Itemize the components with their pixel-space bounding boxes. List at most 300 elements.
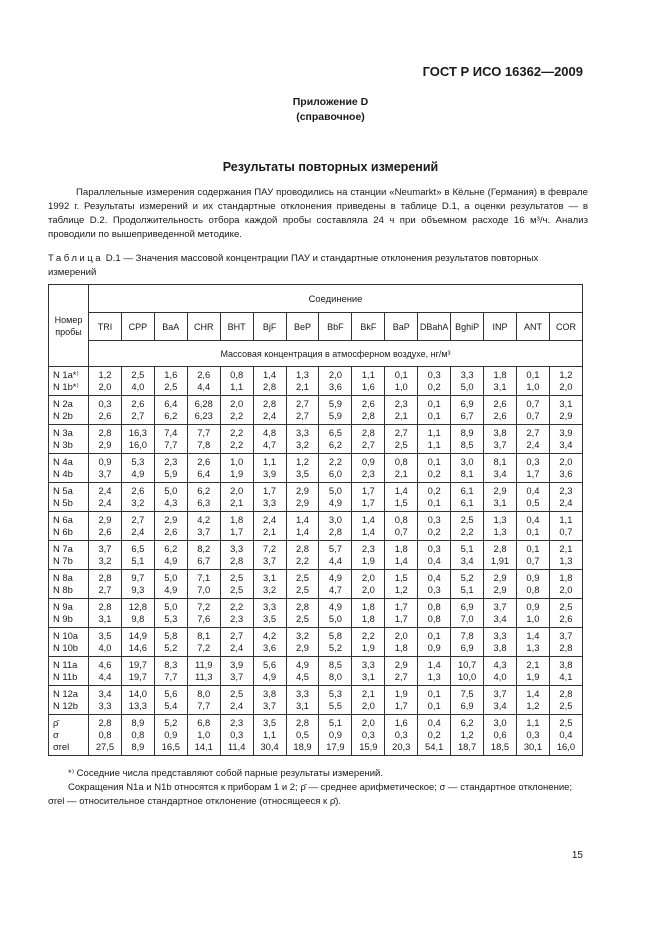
value: 2,8: [263, 381, 277, 392]
value: 2,5: [559, 700, 573, 711]
value-cell: [516, 425, 549, 454]
row-label-line: N 12b: [53, 700, 79, 711]
value-cell: [385, 628, 418, 657]
value: 2,2: [361, 630, 375, 641]
value: 1,0: [394, 381, 408, 392]
value-cell: [253, 628, 286, 657]
value: 6,0: [328, 468, 342, 479]
value-cell: [385, 570, 418, 599]
value: 1,9: [526, 671, 540, 682]
row-label-line: N 2b: [53, 410, 73, 421]
value: 2,4: [131, 526, 145, 537]
value: 2,7: [131, 514, 145, 525]
value: 0,4: [427, 717, 441, 728]
value: 3,3: [98, 700, 112, 711]
value: 3,7: [98, 468, 112, 479]
value-cell: [187, 628, 220, 657]
row-label-line: N 5b: [53, 497, 73, 508]
value-cell: [220, 541, 253, 570]
value: 2,9: [295, 497, 310, 508]
row-label-line: N 2a: [53, 398, 73, 409]
value-cell: [319, 628, 352, 657]
row-label-line: N 9a: [53, 601, 73, 612]
value: 0,9: [526, 601, 540, 612]
value: 1,3: [559, 555, 573, 566]
value-cell: [253, 512, 286, 541]
value-cell: [286, 512, 319, 541]
value: 2,2: [230, 410, 244, 421]
row-label: [49, 396, 89, 425]
value-cell: [484, 541, 517, 570]
value: 0,4: [526, 485, 540, 496]
value: 18,7: [457, 741, 477, 752]
row-label: [49, 570, 89, 599]
value: 1,8: [559, 572, 573, 583]
value: 1,6: [361, 381, 375, 392]
value: 2,0: [361, 572, 375, 583]
value: 7,2: [197, 642, 211, 653]
value: 6,2: [328, 439, 342, 450]
value: 8,1: [493, 456, 507, 467]
value-cell: [385, 686, 418, 715]
value-cell: [319, 570, 352, 599]
value-cell: [187, 367, 220, 396]
value: 0,1: [427, 497, 441, 508]
row-label-line: N 8b: [53, 584, 73, 595]
value: 18,9: [293, 741, 312, 752]
value-cell: [253, 367, 286, 396]
value: 17,9: [326, 741, 345, 752]
row-label-line: σ: [53, 729, 59, 740]
value: 2,6: [131, 485, 145, 496]
value: 2,5: [230, 572, 244, 583]
value: 0,9: [328, 729, 342, 740]
value-cell: [516, 512, 549, 541]
value: 5,6: [164, 688, 178, 699]
value: 2,2: [328, 456, 342, 467]
row-label-line: N 6a: [53, 514, 73, 525]
value: 6,2: [164, 410, 178, 421]
value: 13,3: [128, 700, 147, 711]
value: 0,2: [427, 381, 441, 392]
row-label: [49, 512, 89, 541]
value: 6,4: [164, 398, 178, 409]
value: 4,9: [328, 601, 342, 612]
value-cell: [418, 715, 451, 756]
value: 4,6: [98, 659, 112, 670]
value-cell: [286, 599, 319, 628]
value: 7,8: [197, 439, 211, 450]
value: 2,3: [559, 485, 573, 496]
table-row: [49, 541, 583, 570]
value: 2,1: [263, 526, 277, 537]
value: 1,1: [559, 514, 573, 525]
value-cell: [516, 367, 549, 396]
value-cell: [516, 396, 549, 425]
value-cell: [352, 657, 385, 686]
value: 2,3: [164, 456, 178, 467]
value: 0,1: [526, 369, 540, 380]
value: 1,0: [526, 381, 540, 392]
value-cell: [352, 599, 385, 628]
value: 3,8: [263, 688, 277, 699]
row-label-line: ρ̄: [53, 717, 59, 728]
value: 11,9: [194, 659, 213, 670]
value-cell: [352, 512, 385, 541]
value-cell: [385, 425, 418, 454]
row-label-line: N 6b: [53, 526, 73, 537]
value: 0,8: [427, 613, 441, 624]
row-label-line: N 10b: [53, 642, 79, 653]
table-row: [49, 512, 583, 541]
value: 3,0: [460, 456, 474, 467]
value-cell: [352, 686, 385, 715]
value-cell: [418, 483, 451, 512]
value-cell: [187, 657, 220, 686]
value: 14,1: [194, 741, 213, 752]
value: 0,1: [427, 398, 441, 409]
value: 0,1: [427, 630, 441, 641]
value-cell: [549, 715, 582, 756]
value: 2,4: [230, 642, 244, 653]
stats-row: [49, 715, 583, 756]
value: 7,8: [460, 630, 474, 641]
value-cell: [549, 599, 582, 628]
value-cell: [286, 483, 319, 512]
value: 4,7: [328, 584, 342, 595]
value: 2,8: [98, 427, 112, 438]
value: 3,7: [197, 526, 211, 537]
value: 4,2: [263, 630, 277, 641]
value: 5,1: [328, 717, 342, 728]
value: 4,9: [164, 555, 178, 566]
value-cell: [187, 570, 220, 599]
value: 1,8: [394, 543, 408, 554]
caption-word: Таблица: [48, 253, 104, 264]
value: 2,1: [295, 381, 310, 392]
value: 4,9: [295, 659, 310, 670]
value-cell: [154, 541, 187, 570]
value: 3,8: [493, 427, 507, 438]
annex-heading: [0, 95, 661, 125]
row-label-line: N 7a: [53, 543, 73, 554]
value: 3,9: [230, 659, 244, 670]
value-cell: [220, 599, 253, 628]
value-cell: [484, 483, 517, 512]
value-cell: [319, 396, 352, 425]
value-cell: [154, 483, 187, 512]
row-label-line: σrel: [53, 741, 70, 752]
value: 2,0: [559, 584, 573, 595]
value-cell: [451, 425, 484, 454]
value: 2,6: [361, 398, 375, 409]
value: 3,4: [493, 700, 507, 711]
value-cell: [385, 541, 418, 570]
annex-subtitle: (справочное): [296, 111, 365, 123]
value: 1,2: [559, 369, 573, 380]
column-header-row: [49, 313, 583, 341]
value-cell: [484, 715, 517, 756]
value-cell: [220, 657, 253, 686]
value-cell: [253, 425, 286, 454]
table-row: [49, 686, 583, 715]
value: 3,1: [493, 497, 507, 508]
value: 0,3: [427, 514, 441, 525]
row-label: [49, 628, 89, 657]
value-cell: [319, 425, 352, 454]
row-label: [49, 657, 89, 686]
value-cell: [286, 367, 319, 396]
value-cell: [253, 715, 286, 756]
value: 0,1: [526, 543, 540, 554]
column-header: BbF: [319, 313, 352, 341]
value: 5,3: [131, 456, 145, 467]
value-cell: [319, 599, 352, 628]
value: 1,4: [295, 514, 310, 525]
value: 2,0: [230, 398, 244, 409]
value-cell: [516, 454, 549, 483]
value: 1,8: [361, 601, 375, 612]
value: 1,4: [394, 555, 408, 566]
value: 3,2: [263, 584, 277, 595]
value-cell: [220, 454, 253, 483]
value-cell: [418, 367, 451, 396]
value-cell: [516, 570, 549, 599]
value-cell: [319, 454, 352, 483]
value-cell: [484, 367, 517, 396]
value: 0,9: [526, 572, 540, 583]
row-label-line: N 3b: [53, 439, 73, 450]
value: 10,0: [457, 671, 477, 682]
value: 3,5: [263, 717, 277, 728]
value: 1,0: [526, 613, 540, 624]
value: 2,9: [493, 572, 507, 583]
value-cell: [121, 454, 154, 483]
value: 2,2: [230, 427, 244, 438]
column-header: TRI: [89, 313, 122, 341]
value: 6,2: [164, 543, 178, 554]
annex-title: Приложение D: [292, 96, 369, 108]
value: 30,1: [523, 741, 543, 752]
caption-text: D.1 — Значения массовой концентрации ПАУ и стандартные отклонения результатов повторных измерений: [48, 253, 539, 278]
value: 6,9: [460, 398, 474, 409]
row-label-line: N 10a: [53, 630, 79, 641]
value: 18,5: [490, 741, 510, 752]
value: 2,8: [98, 717, 112, 728]
value: 6,23: [194, 410, 213, 421]
value: 5,8: [164, 630, 178, 641]
value: 2,4: [263, 410, 277, 421]
value: 9,7: [131, 572, 145, 583]
value: 2,5: [559, 601, 573, 612]
value: 2,2: [230, 601, 244, 612]
value: 4,9: [164, 584, 178, 595]
value: 54,1: [425, 741, 444, 752]
value: 2,1: [361, 688, 375, 699]
value: 0,2: [427, 729, 441, 740]
value-cell: [484, 425, 517, 454]
value: 8,3: [164, 659, 178, 670]
value: 2,5: [295, 572, 310, 583]
value: 2,7: [361, 439, 375, 450]
value: 2,6: [131, 398, 145, 409]
value-cell: [549, 628, 582, 657]
value-cell: [187, 483, 220, 512]
value: 3,6: [559, 468, 573, 479]
value: 0,8: [98, 729, 112, 740]
value: 3,9: [559, 427, 573, 438]
value: 3,4: [559, 439, 573, 450]
value: 3,4: [493, 613, 507, 624]
compound-header: Соединение: [89, 285, 583, 313]
value: 2,5: [295, 613, 310, 624]
value-cell: [121, 483, 154, 512]
value: 12,8: [128, 601, 147, 612]
value: 4,9: [328, 497, 342, 508]
value-cell: [154, 512, 187, 541]
column-header: CHR: [187, 313, 220, 341]
value: 2,8: [361, 427, 375, 438]
value: 6,3: [197, 497, 211, 508]
value-cell: [319, 657, 352, 686]
value: 14,0: [128, 688, 147, 699]
value-cell: [451, 570, 484, 599]
value: 2,5: [394, 439, 408, 450]
footnote: *⁾ Соседние числа представляют собой парные результаты измерений.: [68, 768, 383, 779]
value-cell: [484, 570, 517, 599]
value-cell: [89, 657, 122, 686]
value: 1,2: [460, 729, 474, 740]
value: 2,5: [164, 381, 178, 392]
value: 0,8: [427, 601, 441, 612]
value: 16,5: [161, 741, 180, 752]
value: 3,1: [263, 572, 277, 583]
value: 7,2: [197, 601, 211, 612]
value: 6,5: [328, 427, 342, 438]
value: 2,9: [295, 642, 310, 653]
value: 3,2: [295, 630, 310, 641]
value-cell: [484, 686, 517, 715]
value: 2,2: [460, 526, 474, 537]
value: 2,9: [493, 584, 507, 595]
value-cell: [220, 512, 253, 541]
value: 3,7: [493, 439, 507, 450]
value: 4,9: [328, 572, 342, 583]
value: 15,9: [359, 741, 378, 752]
value-cell: [418, 599, 451, 628]
value: 0,8: [394, 514, 408, 525]
value: 5,0: [328, 613, 342, 624]
value-cell: [187, 599, 220, 628]
value-cell: [253, 570, 286, 599]
value: 6,9: [460, 601, 474, 612]
value: 0,5: [295, 729, 310, 740]
value-cell: [385, 715, 418, 756]
value: 2,8: [295, 601, 310, 612]
value-cell: [451, 454, 484, 483]
row-label: [49, 454, 89, 483]
value: 2,0: [98, 381, 112, 392]
value: 8,0: [197, 688, 211, 699]
value-cell: [352, 396, 385, 425]
value-cell: [451, 715, 484, 756]
value: 3,1: [361, 671, 375, 682]
value: 0,6: [493, 729, 507, 740]
value: 3,6: [263, 642, 277, 653]
row-label-line: N 1a*⁾: [53, 369, 79, 380]
value: 4,7: [263, 439, 277, 450]
value: 0,8: [394, 456, 408, 467]
value: 3,8: [493, 642, 507, 653]
value-cell: [220, 715, 253, 756]
value: 2,7: [295, 398, 310, 409]
value-cell: [154, 396, 187, 425]
value-cell: [385, 396, 418, 425]
value: 0,8: [230, 369, 244, 380]
value-cell: [286, 454, 319, 483]
value-cell: [286, 715, 319, 756]
value: 3,7: [263, 555, 277, 566]
column-header: BeP: [286, 313, 319, 341]
value-cell: [516, 686, 549, 715]
value: 1,2: [98, 369, 112, 380]
value: 19,7: [128, 659, 147, 670]
value: 5,2: [164, 642, 178, 653]
value-cell: [121, 396, 154, 425]
value-cell: [385, 454, 418, 483]
value: 3,5: [98, 630, 112, 641]
value-cell: [121, 715, 154, 756]
value-cell: [286, 657, 319, 686]
value: 5,4: [164, 700, 178, 711]
value-cell: [253, 483, 286, 512]
value: 7,7: [164, 439, 178, 450]
value: 2,8: [98, 601, 112, 612]
value: 2,9: [394, 659, 408, 670]
value: 1,5: [394, 497, 408, 508]
value-cell: [89, 483, 122, 512]
table-corner-header: Номер пробы: [49, 285, 89, 367]
value: 3,4: [493, 468, 507, 479]
value-cell: [121, 686, 154, 715]
value-cell: [484, 657, 517, 686]
value: 2,9: [559, 410, 573, 421]
row-label-line: N 11a: [53, 659, 78, 670]
value: 2,4: [98, 497, 112, 508]
value-cell: [187, 425, 220, 454]
table-row: [49, 657, 583, 686]
value: 3,5: [295, 468, 310, 479]
value: 1,4: [526, 630, 540, 641]
value-cell: [89, 512, 122, 541]
value: 1,7: [394, 700, 408, 711]
value: 14,9: [128, 630, 147, 641]
value: 6,5: [131, 543, 145, 554]
value: 2,9: [98, 514, 112, 525]
value: 0,5: [526, 497, 540, 508]
value: 16,0: [128, 439, 147, 450]
value-cell: [89, 686, 122, 715]
value: 1,9: [361, 555, 375, 566]
value: 3,8: [559, 659, 573, 670]
row-label: [49, 483, 89, 512]
value: 7,4: [164, 427, 178, 438]
value: 2,1: [230, 497, 244, 508]
value: 1,1: [526, 717, 540, 728]
value-cell: [154, 686, 187, 715]
value-cell: [89, 367, 122, 396]
value: 2,8: [493, 543, 507, 554]
